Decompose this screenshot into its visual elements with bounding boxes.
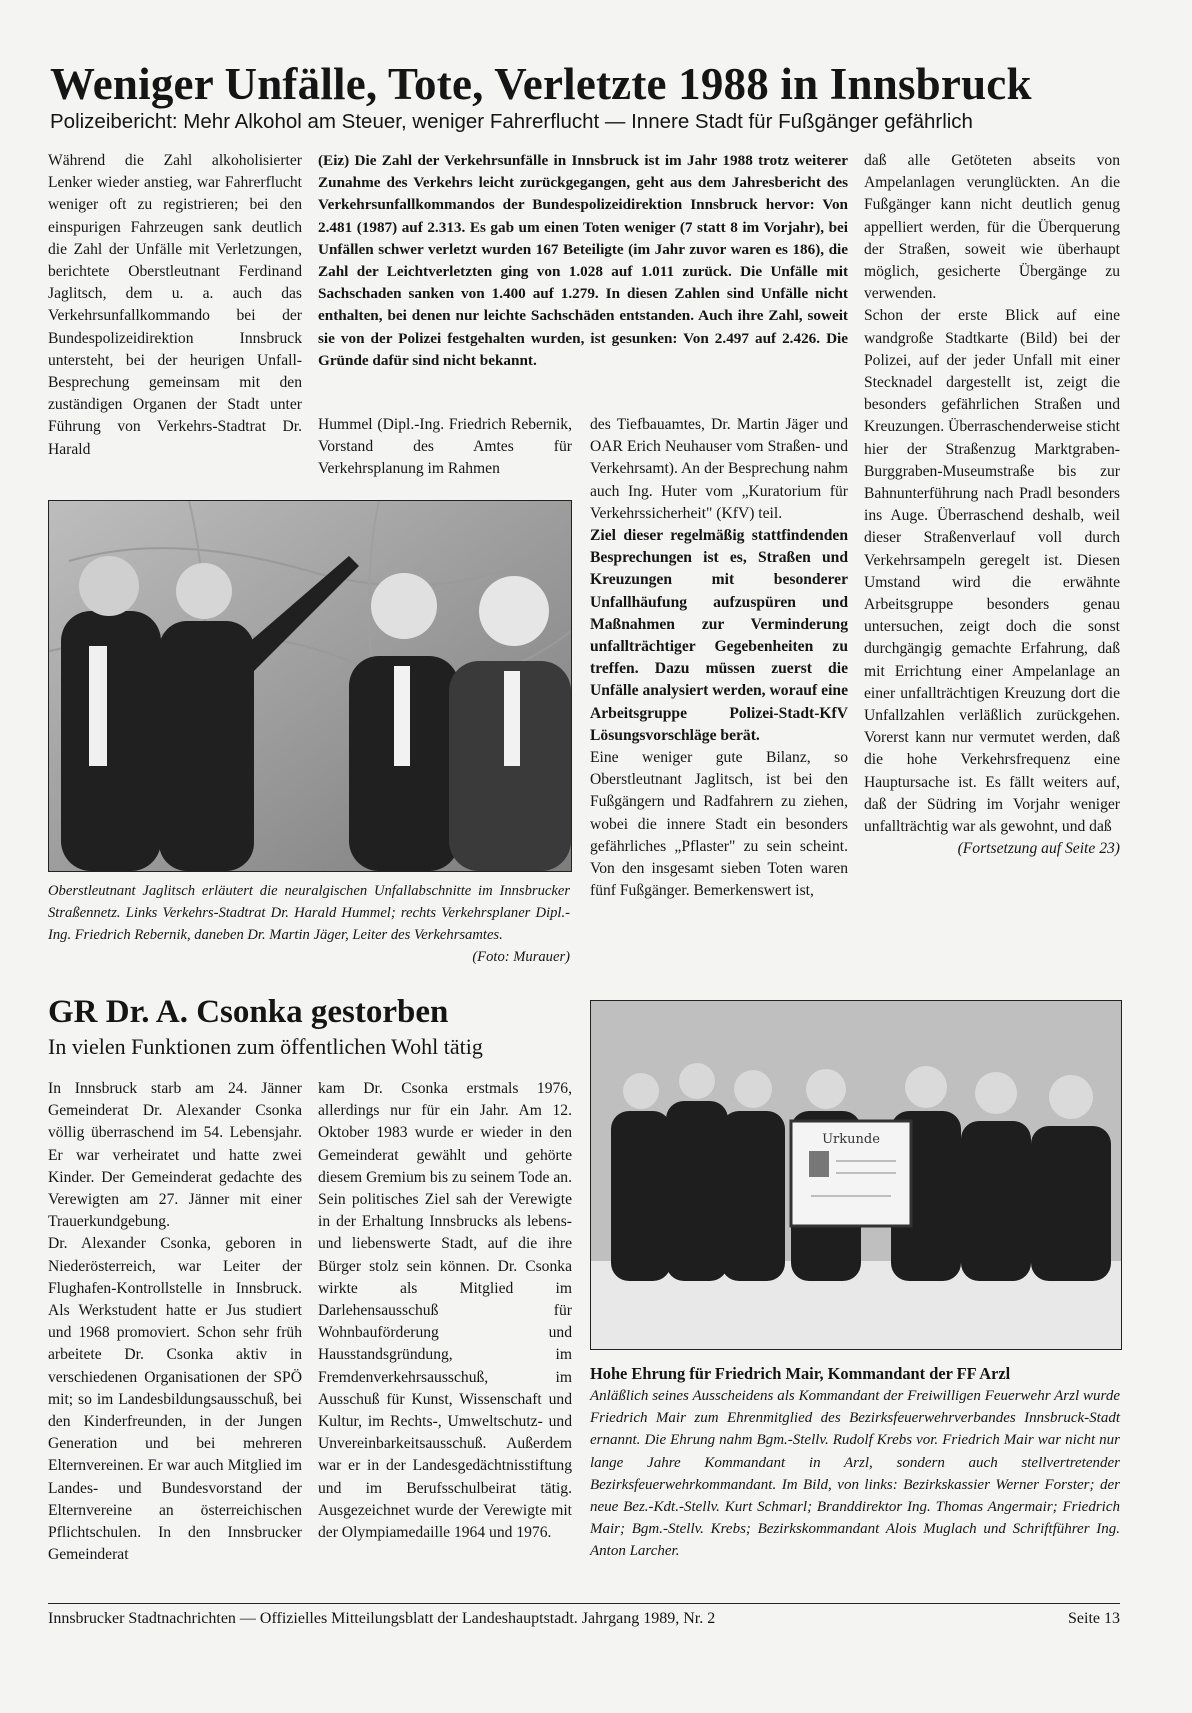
footer-divider bbox=[48, 1603, 1120, 1604]
photo-map-caption-text: Oberstleutnant Jaglitsch erläutert die neuralgischen Unfallabschnitte im Innsbrucker Straßennetz. Links Verkehrs-Stadtrat Dr. Harald Hummel; rechts Verkehrsplaner Dipl.-Ing. Friedrich Rebernik, daneben Dr. Martin Jäger, Leiter des Verkehrsamtes. bbox=[48, 883, 570, 943]
article1-col3-para3: Eine weniger gute Bilanz, so Oberstleutnant Jaglitsch, ist bei den Fußgängern und Radfahrern zu ziehen, wobei die innere Stadt ein besonders gefährliches „Pflaster" zu sein scheint. Von den insgesamt sieben Toten waren fünf Fußgänger. Bemerkenswert ist, bbox=[590, 749, 848, 900]
certificate-label: Urkunde bbox=[822, 1132, 880, 1147]
photo-map-credit: (Foto: Murauer) bbox=[472, 949, 570, 965]
article2-col1-para1: In Innsbruck starb am 24. Jänner Gemeinderat Dr. Alexander Csonka völlig überraschend im 54. Lebensjahr. Er war verheiratet und hatte zwei Kinder. Der Gemeinderat gedachte des Verewigten am 27. Jänner mit einer Trauerkundgebung. bbox=[48, 1080, 302, 1231]
photo-fire-brigade bbox=[590, 1000, 1122, 1350]
footer-publication: Innsbrucker Stadtnachrichten — Offizielles Mitteilungsblatt der Landeshauptstadt. Jahrgang 1989, Nr. 2 bbox=[48, 1610, 716, 1627]
footer-page-number: Seite 13 bbox=[1068, 1610, 1120, 1627]
headline-title: Weniger Unfälle, Tote, Verletzte 1988 in Innsbruck bbox=[50, 59, 1032, 109]
article3-caption: Anläßlich seines Ausscheidens als Kommandant der Freiwilligen Feuerwehr Arzl wurde Friedrich Mair zum Ehrenmitglied des Bezirksfeuerwehrverbandes Innsbruck-Stadt ernannt. Die Ehrung nahm Bgm.-Stellv. Rudolf Krebs vor. Friedrich Mair war nicht nur lange Jahre Kommandant in Arzl, sondern auch stellvertretender Bezirksfeuerwehrkommandant. Im Bild, von links: Bezirkskassier Werner Forster; der neue Bez.-Kdt.-Stellv. Kurt Schmarl; Branddirektor Ing. Thomas Angermair; Friedrich Mair; Bgm.-Stellv. Krebs; Bezirkskommandant Alois Muglach und Schriftführer Ing. Anton Larcher. bbox=[590, 1388, 1120, 1560]
article2-col1-para2: Dr. Alexander Csonka, geboren in Niederösterreich, war Leiter der Flughafen-Kontrollstelle in Innsbruck. Als Werkstudent hatte er Jus studiert und 1968 promoviert. Schon sehr früh arbeitete Dr. Csonka aktiv in verschiedenen Organisationen der SPÖ mit; so im Landesbildungsausschuß, bei den Kinderfreunden, in der Jungen Generation und bei mehreren Elternvereinen. Er war auch Mitglied im Landes- und Bundesvorstand der Elternvereine an österreichischen Pflichtschulen. In den Innsbrucker Gemeinderat bbox=[48, 1235, 302, 1564]
article3-title: Hohe Ehrung für Friedrich Mair, Kommandant der FF Arzl bbox=[590, 1364, 1011, 1383]
photo-fire-brigade-illustration bbox=[591, 1001, 1121, 1349]
photo-map-briefing-illustration bbox=[49, 501, 571, 871]
article1-column2: Hummel (Dipl.-Ing. Friedrich Rebernik, Vorstand des Amtes für Verkehrsplanung im Rahmen bbox=[318, 416, 572, 478]
article1-continued-note: (Fortsetzung auf Seite 23) bbox=[957, 840, 1120, 858]
article2-title: GR Dr. A. Csonka gestorben bbox=[48, 994, 449, 1030]
article1-col3-para1: des Tiefbauamtes, Dr. Martin Jäger und OAR Erich Neuhauser vom Straßen- und Verkehrsamt). An der Besprechung nahm auch Ing. Huter vom „Kuratorium für Verkehrssicherheit" (KfV) teil. bbox=[590, 416, 848, 522]
photo-map-briefing bbox=[48, 500, 572, 872]
article1-col1-text: Während die Zahl alkoholisierter Lenker wieder anstieg, war Fahrerflucht weniger oft zu registrieren; bei den einspurigen Fahrzeugen sank deutlich die Zahl der Unfälle mit Verletzungen, berichtete Oberstleutnant Ferdinand Jaglitsch, dem u. a. auch das Verkehrsunfallkommando bei der Bundespolizeidirektion Innsbruck untersteht, bei der heurigen Unfall-Besprechung gemeinsam mit den zuständigen Organen der Stadt unter Führung von Verkehrs-Stadtrat Dr. Harald bbox=[48, 152, 302, 458]
article1-lead: (Eiz) Die Zahl der Verkehrsunfälle in Innsbruck ist im Jahr 1988 trotz weiterer Zunahme des Verkehrs leicht zurückgegangen, geht aus dem Jahresbericht des Verkehrsunfallkommandos der Bundespolizeidirektion Innsbruck hervor: Von 2.481 (1987) auf 2.313. Es gab um einen Toten weniger (7 statt 8 im Vorjahr), bei Unfällen schwer verletzt wurden 167 Beteiligte (im Jahr zuvor waren es 186), die Zahl der Leichtverletzten ging von 1.028 auf 1.011 zurück. Die Unfälle mit Sachschaden sanken von 1.400 auf 1.279. In diesen Zahlen sind Unfälle nicht enthalten, bei denen nur leichte Sachschäden entstanden. Auch ihre Zahl, soweit sie von der Polizei festgehalten wurden, ist gesunken: Von 2.497 auf 2.426. Die Gründe dafür sind nicht bekannt. bbox=[318, 152, 848, 369]
headline-subtitle: Polizeibericht: Mehr Alkohol am Steuer, weniger Fahrerflucht — Innere Stadt für Fußgänger gefährlich bbox=[50, 110, 973, 133]
article1-column4 bbox=[864, 150, 1120, 861]
footer bbox=[48, 1609, 1120, 1629]
photo-map-caption bbox=[48, 880, 570, 968]
article2-column2: kam Dr. Csonka erstmals 1976, allerdings nur für ein Jahr. Am 12. Oktober 1983 wurde er wieder in den Gemeinderat gewählt und gehörte diesem Gremium bis zu seinem Tode an. Sein politisches Ziel sah der Verewigte in der Erhaltung Innsbrucks als lebens- und liebenswerte Stadt, auf die ihre Bürger stolz sein können. Dr. Csonka wirkte als Mitglied im Darlehensausschuß für Wohnbauförderung und Hausstandsgründung, im Fremdenverkehrsausschuß, im Ausschuß für Kunst, Wissenschaft und Kultur, im Rechts-, Umweltschutz- und Unvereinbarkeitsausschuß. Außerdem war er in der Landesgedächtnisstiftung und im Berufsschulbeirat tätig. Ausgezeichnet wurde der Verewigte mit der Olympiamedaille 1964 und 1976. bbox=[318, 1080, 572, 1542]
article1-col4-para2: Schon der erste Blick auf eine wandgroße Stadtkarte (Bild) bei der Polizei, auf der jeder Unfall mit einer Stecknadel dargestellt ist, zeigt die besonders gefährlichen Straßen und Kreuzungen. Überraschenderweise sticht hier der Straßenzug Marktgraben-Burggraben-Museumstraße bis zur Bahnunterführung nach Pradl besonders ins Auge. Überraschend deshalb, weil dieser Straßenverlauf voll durch Verkehrsampeln geregelt ist. Diesen Umstand wird die erwähnte Arbeitsgruppe besonders genau untersuchen, zeigt doch die sonst durchgängig gemachte Erfahrung, daß mit Errichtung einer Ampelanlage an einer unfallträchtigen Kreuzung dort die Unfallzahlen verläßlich zurückgehen. Vorerst kann nur vermutet werden, daß die hohe Verkehrsfrequenz eine Hauptursache ist. Es fällt weiters auf, daß der Südring im Vorjahr weniger unfallträchtig war als gewohnt, und daß bbox=[864, 307, 1120, 836]
article1-column1 bbox=[48, 150, 302, 461]
article1-column3 bbox=[590, 414, 848, 902]
article2-column1 bbox=[48, 1078, 302, 1566]
article2-subtitle: In vielen Funktionen zum öffentlichen Wohl tätig bbox=[48, 1034, 483, 1059]
article1-col3-para2: Ziel dieser regelmäßig stattfindenden Besprechungen ist es, Straßen und Kreuzungen mit besonderer Unfallhäufung aufzuspüren und Maßnahmen zur Verminderung unfallträchtiger Gegebenheiten zu treffen. Dazu müssen zuerst die Unfälle analysiert werden, worauf eine Arbeitsgruppe Polizei-Stadt-KfV Lösungsvorschläge berät. bbox=[590, 527, 848, 744]
article1-col4-para1: daß alle Getöteten abseits von Ampelanlagen verunglückten. An die Fußgänger kann nicht deutlich genug appelliert werden, für die Überquerung der Straßen, soweit wie überhaupt möglich, gesicherte Übergänge zu verwenden. bbox=[864, 152, 1120, 303]
